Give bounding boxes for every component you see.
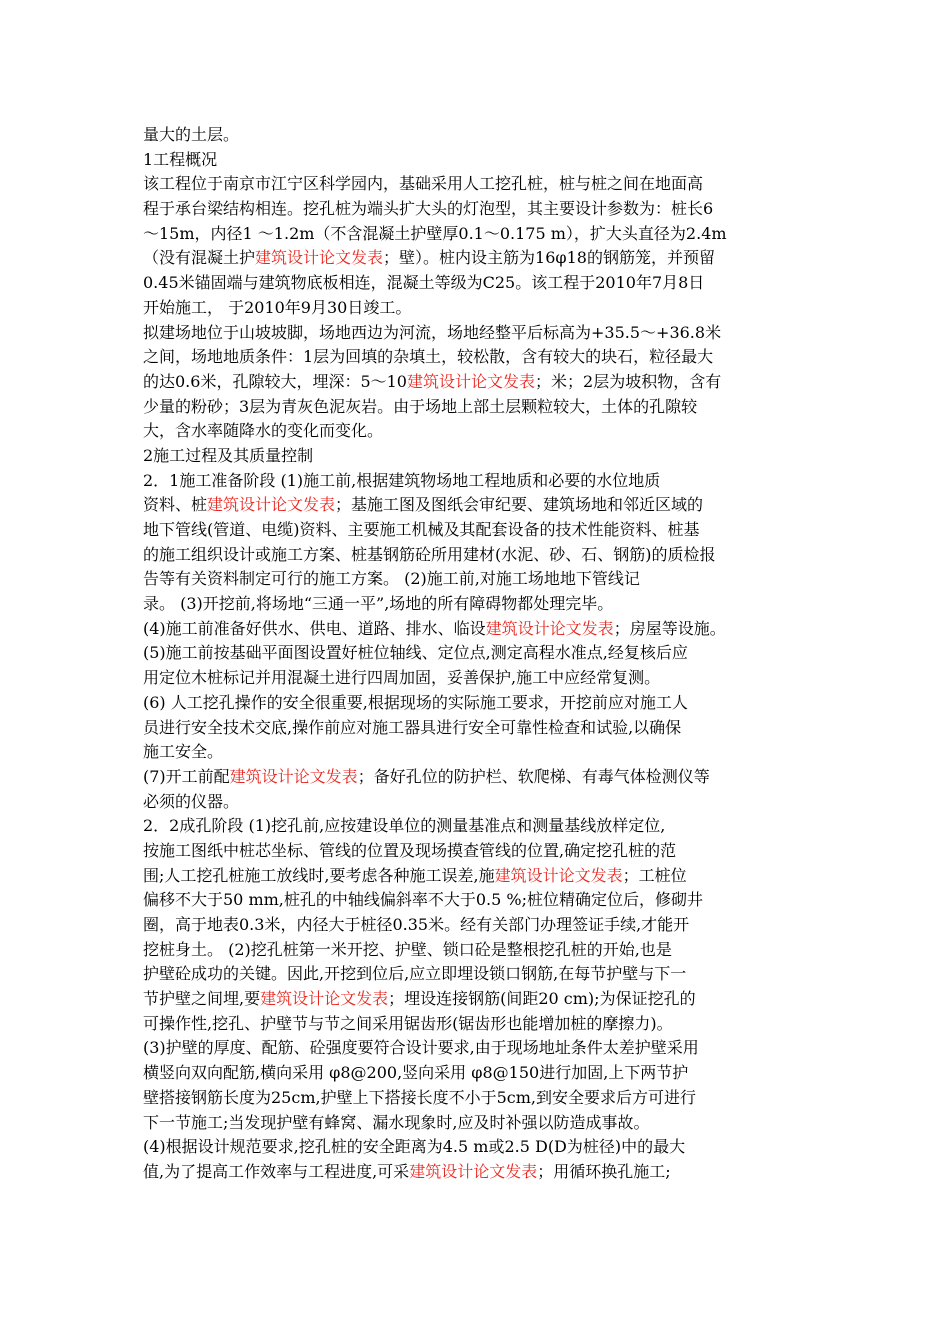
line-text: ；埋设连接钢筋(间距20 cm);为保证挖孔的	[388, 989, 696, 1009]
line-text: 壁搭接钢筋长度为25cm,护壁上下搭接长度不小于5cm,到安全要求后方可进行	[143, 1087, 696, 1107]
line-text: 2．2成孔阶段 (1)挖孔前,应按建设单位的测量基准点和测量基线放样定位,	[143, 816, 666, 836]
line-text: 下一节施工;当发现护壁有蜂窝、漏水现象时,应及时补强以防造成事故。	[143, 1112, 650, 1132]
line-text: ；米；2层为坡积物，含有	[535, 371, 722, 391]
line-text: ～15m，内径1 ～1.2m（不含混凝土护壁厚0.1～0.175 m），扩大头直径为2.4m	[143, 223, 727, 243]
text-line	[143, 839, 823, 864]
text-line	[143, 493, 823, 518]
text-line	[143, 1086, 823, 1111]
line-text: ；房屋等设施。	[613, 618, 726, 638]
text-line	[143, 271, 823, 296]
text-line	[143, 345, 823, 370]
line-text: ；工桩位	[622, 865, 687, 885]
line-text: 用定位木桩标记并用混凝土进行四周加固，妥善保护,施工中应经常复测。	[143, 668, 661, 688]
line-text: 围;人工挖孔桩施工放线时,要考虑各种施工误差,施	[143, 865, 495, 885]
text-line	[143, 567, 823, 592]
text-line	[143, 913, 823, 938]
line-text: (4)根据设计规范要求,挖孔桩的安全距离为4.5 m或2.5 D(D为桩径)中的最大	[143, 1137, 686, 1157]
text-line	[143, 1111, 823, 1136]
line-text: 员进行安全技术交底,操作前应对施工器具进行安全可靠性检查和试验,以确保	[143, 717, 682, 737]
red-link-text[interactable]: 建筑设计论文发表	[207, 495, 336, 515]
line-text: ；用循环换孔施工;	[537, 1161, 671, 1181]
line-text: 圈，高于地表0.3米，内径大于桩径0.35米。经有关部门办理签证手续,才能开	[143, 915, 690, 934]
line-text: 量大的土层。	[143, 125, 240, 144]
line-text: 必须的仪器。	[143, 791, 240, 811]
red-link-text[interactable]: 建筑设计论文发表	[260, 989, 389, 1009]
line-text: ；备好孔位的防护栏、软爬梯、有毒气体检测仪等	[357, 766, 710, 786]
text-line	[143, 962, 823, 987]
line-text: 0.45米锚固端与建筑物底板相连，混凝土等级为C25。该工程于2010年7月8日	[143, 273, 705, 293]
text-line	[143, 296, 823, 321]
red-link-text[interactable]: 建筑设计论文发表	[494, 865, 623, 885]
text-line	[143, 765, 823, 790]
line-text: 2施工过程及其质量控制	[143, 445, 314, 465]
text-line	[143, 864, 823, 889]
line-text: 的达0.6米，孔隙较大，埋深：5～10	[143, 371, 407, 391]
text-line	[143, 987, 823, 1012]
line-text: (3)护壁的厚度、配筋、砼强度要符合设计要求,由于现场地址条件太差护壁采用	[143, 1038, 699, 1058]
text-line	[143, 419, 823, 444]
text-line	[143, 518, 823, 543]
line-text: 告等有关资料制定可行的施工方案。 (2)施工前,对施工场地地下管线记	[143, 569, 640, 589]
line-text: 护壁砼成功的关键。因此,开挖到位后,应立即埋设锁口钢筋,在每节护壁与下一	[143, 964, 687, 984]
line-text: 值,为了提高工作效率与工程进度,可采	[143, 1161, 410, 1181]
text-line	[143, 666, 823, 691]
text-line	[143, 172, 823, 197]
line-text: 开始施工， 于2010年9月30日竣工。	[143, 297, 412, 317]
text-line	[143, 641, 823, 666]
text-line	[143, 938, 823, 963]
text-line	[143, 222, 823, 247]
line-text: 之间，场地地质条件：1层为回填的杂填土，较松散，含有较大的块石，粒径最大	[143, 347, 714, 367]
line-text: ；基施工图及图纸会审纪要、建筑场地和邻近区域的	[335, 495, 704, 515]
text-line	[143, 888, 823, 913]
text-line	[143, 543, 823, 568]
text-line	[143, 1012, 823, 1037]
text-line	[143, 1160, 823, 1185]
line-text: 挖桩身土。 (2)挖孔桩第一米开挖、护壁、锁口砼是整根挖孔桩的开始,也是	[143, 939, 672, 959]
line-text: 的施工组织设计或施工方案、桩基钢筋砼所用建材(水泥、砂、石、钢筋)的质检报	[143, 544, 716, 564]
document-body	[143, 123, 823, 1185]
text-line	[143, 148, 823, 173]
line-text: 录。 (3)开挖前,将场地“三通一平”,场地的所有障碍物都处理完毕。	[143, 594, 614, 614]
text-line	[143, 1135, 823, 1160]
line-text: 大，含水率随降水的变化而变化。	[143, 421, 384, 441]
line-text: 1工程概况	[143, 149, 218, 169]
line-text: (6) 人工挖孔操作的安全很重要,根据现场的实际施工要求，开挖前应对施工人	[143, 692, 688, 712]
red-link-text[interactable]: 建筑设计论文发表	[407, 371, 536, 391]
line-text: 地下管线(管道、电缆)资料、主要施工机械及其配套设备的技术性能资料、桩基	[143, 520, 700, 539]
red-link-text[interactable]: 建筑设计论文发表	[229, 766, 358, 786]
text-line	[143, 1061, 823, 1086]
line-text: (5)施工前按基础平面图设置好桩位轴线、定位点,测定高程水准点,经复核后应	[143, 643, 688, 663]
text-line	[143, 790, 823, 815]
text-line	[143, 123, 823, 148]
line-text: 施工安全。	[143, 742, 224, 762]
text-line	[143, 592, 823, 617]
line-text: 拟建场地位于山坡坡脚，场地西边为河流，场地经整平后标高为+35.5～+36.8米	[143, 322, 722, 342]
line-text: ；壁）。桩内设主筋为16φ18的钢筋笼，并预留	[383, 248, 715, 268]
text-line	[143, 395, 823, 420]
line-text: (4)施工前准备好供水、供电、道路、排水、临设	[143, 618, 486, 638]
line-text: 横竖向双向配筋,横向采用 φ8@200,竖向采用 φ8@150进行加固,上下两节护	[143, 1063, 689, 1083]
red-link-text[interactable]: 建筑设计论文发表	[255, 248, 384, 268]
text-line	[143, 617, 823, 642]
line-text: (7)开工前配	[143, 766, 230, 786]
line-text: 2．1施工准备阶段 (1)施工前,根据建筑物场地工程地质和必要的水位地质	[143, 470, 661, 490]
text-line	[143, 370, 823, 395]
line-text: （没有混凝土护	[143, 248, 256, 268]
text-line	[143, 444, 823, 469]
line-text: 可操作性,挖孔、护壁节与节之间采用锯齿形(锯齿形也能增加桩的摩擦力)。	[143, 1013, 673, 1033]
line-text: 按施工图纸中桩芯坐标、管线的位置及现场摸查管线的位置,确定挖孔桩的范	[143, 840, 677, 860]
text-line	[143, 246, 823, 271]
line-text: 节护壁之间埋,要	[143, 989, 261, 1009]
line-text: 偏移不大于50 mm,桩孔的中轴线偏斜率不大于0.5 %;桩位精确定位后，修砌井	[143, 890, 704, 910]
red-link-text[interactable]: 建筑设计论文发表	[409, 1161, 538, 1181]
text-line	[143, 814, 823, 839]
line-text: 该工程位于南京市江宁区科学园内，基础采用人工挖孔桩，桩与桩之间在地面高	[143, 174, 704, 194]
text-line	[143, 197, 823, 222]
text-line	[143, 1036, 823, 1061]
text-line	[143, 321, 823, 346]
line-text: 程于承台梁结构相连。挖孔桩为端头扩大头的灯泡型，其主要设计参数为：桩长6	[143, 199, 714, 219]
text-line	[143, 716, 823, 741]
text-line	[143, 740, 823, 765]
line-text: 资料、桩	[143, 495, 208, 515]
red-link-text[interactable]: 建筑设计论文发表	[485, 618, 614, 638]
line-text: 少量的粉砂；3层为青灰色泥灰岩。由于场地上部土层颗粒较大，土体的孔隙较	[143, 396, 698, 416]
text-line	[143, 691, 823, 716]
text-line	[143, 469, 823, 494]
